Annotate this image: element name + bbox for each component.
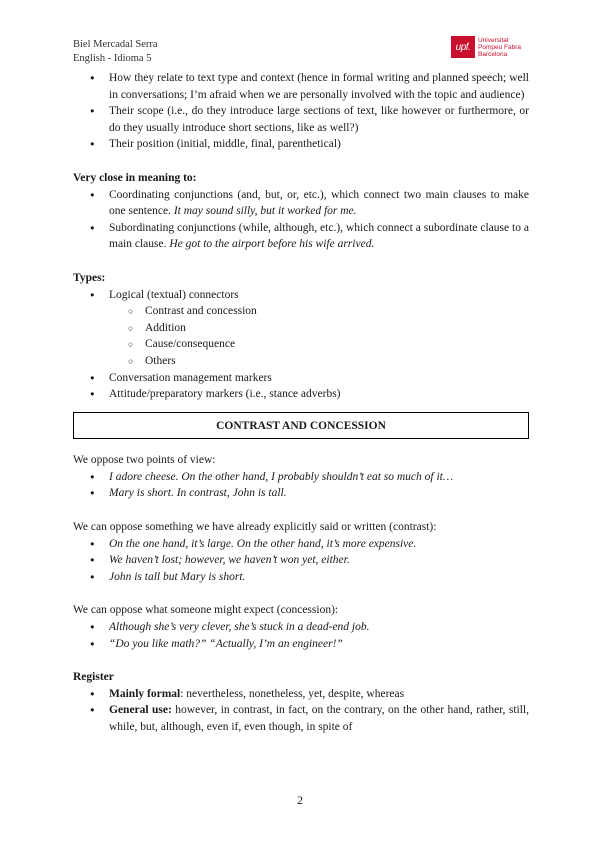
list-item: ● Logical (textual) connectors <box>73 287 529 304</box>
register-label: Mainly formal <box>109 687 181 700</box>
oppose-expect-examples <box>73 619 529 652</box>
register-heading: Register <box>73 671 114 684</box>
oppose-expect-intro: We can oppose what someone might expect (concession): <box>73 604 339 617</box>
list-item: ● Attitude/preparatory markers (i.e., stance adverbs) <box>73 386 529 403</box>
example-item: ● John is tall but Mary is short. <box>73 569 529 586</box>
example-item: ● “Do you like math?” “Actually, I’m an engineer!” <box>73 636 529 653</box>
list-item: ● Subordinating conjunctions (while, although, etc.), which connect a subordinate clause to a main clause. He got to the airport before his wife arrived. <box>73 220 529 253</box>
close-meaning-list <box>73 187 529 253</box>
logo-text <box>478 37 521 58</box>
list-item: ● Conversation management markers <box>73 370 529 387</box>
example-item: ● Mary is short. In contrast, John is tall. <box>73 485 529 502</box>
list-item: ● How they relate to text type and context (hence in formal writing and planned speech; well in conversations; I’m afraid when we are personally involved with the topic and audience) <box>73 70 529 103</box>
page-header <box>73 38 158 66</box>
list-item: ● Coordinating conjunctions (and, but, or, etc.), which connect two main clauses to make one sentence. It may sound silly, but it worked for me. <box>73 187 529 220</box>
criteria-list <box>73 70 529 153</box>
list-item: ● Mainly formal: nevertheless, nonetheless, yet, despite, whereas <box>73 686 529 703</box>
types-list <box>73 287 529 403</box>
example-item: ● We haven’t lost; however, we haven’t won yet, either. <box>73 552 529 569</box>
register-label: General use: <box>109 704 172 717</box>
page-number: 2 <box>297 793 303 807</box>
course-name: English - Idioma 5 <box>73 53 152 64</box>
register-list <box>73 686 529 736</box>
logo-mark: upf. <box>451 36 475 58</box>
example-text: It may sound silly, but it worked for me. <box>173 205 357 218</box>
university-logo <box>451 35 529 59</box>
example-item: ● I adore cheese. On the other hand, I probably shouldn’t eat so much of it… <box>73 469 529 486</box>
list-item: ● Their scope (i.e., do they introduce large sections of text, like however or furthermore, or do they usually introduce short sections, like as well?) <box>73 103 529 136</box>
oppose-views-intro: We oppose two points of view: <box>73 454 216 467</box>
author-name: Biel Mercadal Serra <box>73 39 158 50</box>
sub-list-item: ○ Cause/consequence <box>73 336 529 353</box>
example-item: ● Although she’s very clever, she’s stuck in a dead-end job. <box>73 619 529 636</box>
logo-text-line-3: Barcelona <box>478 50 508 58</box>
list-item: ● General use: however, in contrast, in fact, on the contrary, on the other hand, rather, still, while, but, although, even if, even though, in spite of <box>73 702 529 735</box>
sub-list-item: ○ Addition <box>73 320 529 337</box>
document-body <box>73 70 529 736</box>
logo-text-line-1: Universitat <box>478 36 509 44</box>
section-title: CONTRAST AND CONCESSION <box>73 412 529 440</box>
oppose-said-examples <box>73 536 529 586</box>
list-item: ● Their position (initial, middle, final, parenthetical) <box>73 136 529 153</box>
oppose-views-examples <box>73 469 529 502</box>
types-heading: Types: <box>73 271 106 284</box>
example-item: ● On the one hand, it’s large. On the other hand, it’s more expensive. <box>73 536 529 553</box>
close-meaning-heading: Very close in meaning to: <box>73 171 197 184</box>
example-text: He got to the airport before his wife arrived. <box>169 238 375 251</box>
logo-text-line-2: Pompeu Fabra <box>478 43 521 51</box>
sub-list-item: ○ Others <box>73 353 529 370</box>
oppose-said-intro: We can oppose something we have already explicitly said or written (contrast): <box>73 521 437 534</box>
sub-list-item: ○ Contrast and concession <box>73 303 529 320</box>
